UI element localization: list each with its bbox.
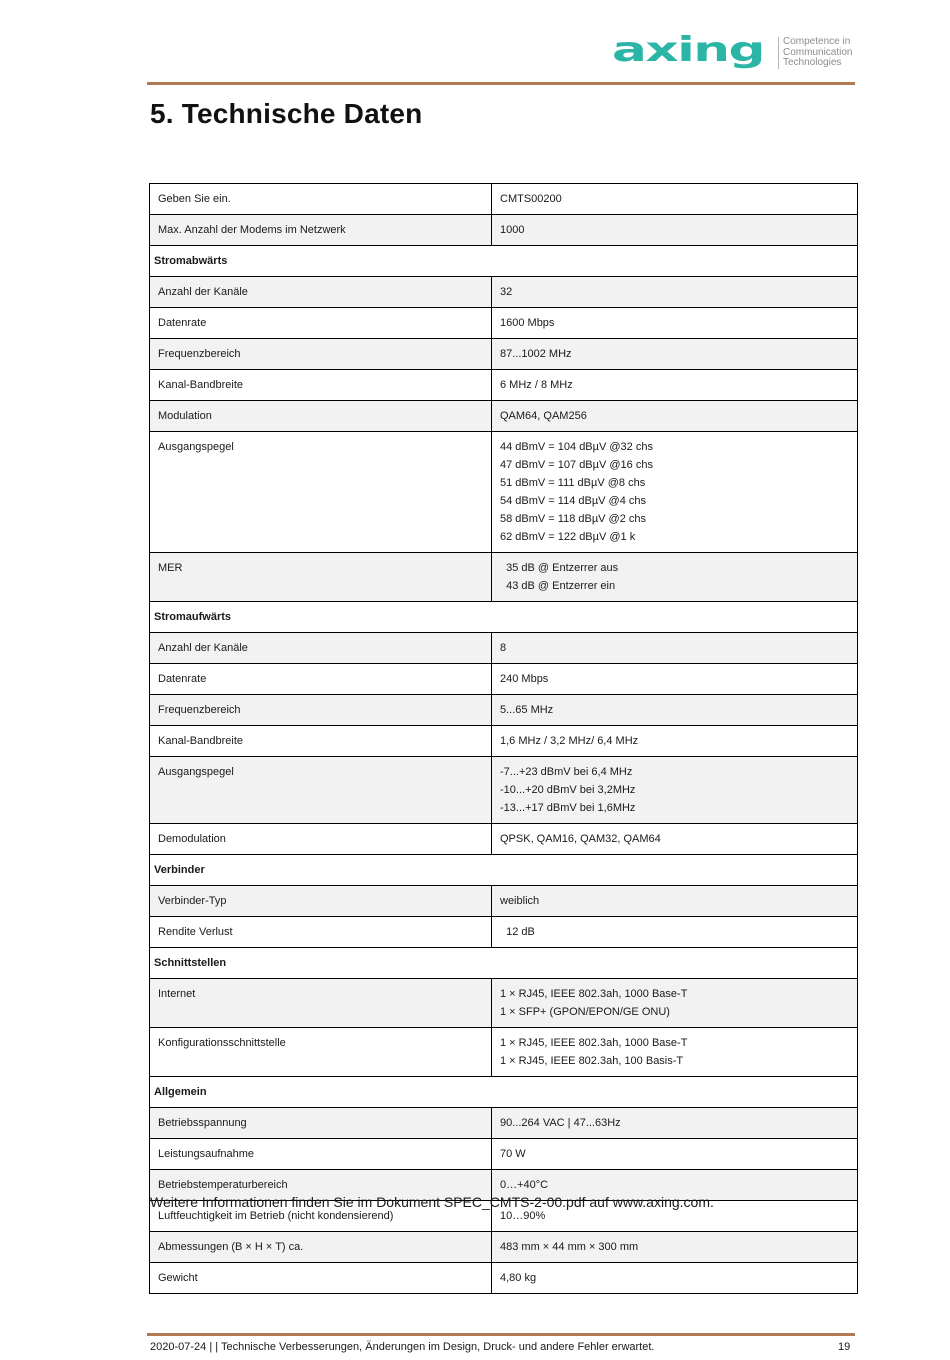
- spec-value: [492, 339, 858, 370]
- logo-tagline: [778, 37, 873, 69]
- spec-value-line: 5...65 MHz: [500, 704, 554, 716]
- spec-label: Frequenzbereich: [150, 695, 492, 726]
- spec-table: [149, 183, 858, 1294]
- spec-label: Ausgangspegel: [150, 432, 492, 553]
- section-title: Schnittstellen: [150, 948, 858, 979]
- spec-value-line: weiblich: [500, 895, 540, 907]
- spec-value-line: 1 × SFP+ (GPON/EPON/GE ONU): [500, 1006, 670, 1018]
- spec-row: [150, 695, 858, 726]
- footer-divider: [147, 1333, 855, 1336]
- header-divider: [147, 82, 855, 85]
- spec-row: [150, 553, 858, 602]
- spec-row: [150, 215, 858, 246]
- spec-value-line: 70 W: [500, 1148, 526, 1160]
- spec-label: Konfigurationsschnittstelle: [150, 1028, 492, 1077]
- spec-value-line: 47 dBmV = 107 dBµV @16 chs: [500, 459, 653, 471]
- spec-row: [150, 1139, 858, 1170]
- section-row: [150, 602, 858, 633]
- spec-value: [492, 277, 858, 308]
- spec-value-line: 1 × RJ45, IEEE 802.3ah, 1000 Base-T: [500, 1037, 688, 1049]
- spec-label: Datenrate: [150, 308, 492, 339]
- spec-label: Frequenzbereich: [150, 339, 492, 370]
- spec-row: [150, 432, 858, 553]
- spec-label: Demodulation: [150, 824, 492, 855]
- spec-value: [492, 664, 858, 695]
- spec-row: [150, 1108, 858, 1139]
- spec-value: [492, 726, 858, 757]
- spec-label: Internet: [150, 979, 492, 1028]
- spec-value-line: 62 dBmV = 122 dBµV @1 k: [500, 531, 636, 543]
- spec-label: Gewicht: [150, 1263, 492, 1294]
- page-title: 5. Technische Daten: [150, 98, 423, 129]
- spec-row: [150, 757, 858, 824]
- spec-value: [492, 370, 858, 401]
- spec-label: Kanal-Bandbreite: [150, 726, 492, 757]
- spec-label: MER: [150, 553, 492, 602]
- spec-value-line: 6 MHz / 8 MHz: [500, 379, 573, 391]
- spec-value-line: 8: [500, 642, 507, 654]
- spec-value: [492, 553, 858, 602]
- spec-row: [150, 979, 858, 1028]
- spec-value: [492, 401, 858, 432]
- spec-value: [492, 1263, 858, 1294]
- spec-value: [492, 1028, 858, 1077]
- section-title: Stromabwärts: [150, 246, 858, 277]
- section-title: Allgemein: [150, 1077, 858, 1108]
- spec-value-line: 0…+40°C: [500, 1179, 549, 1191]
- spec-value: [492, 633, 858, 664]
- spec-value-line: 483 mm × 44 mm × 300 mm: [500, 1241, 639, 1253]
- spec-value-line: 35 dB @ Entzerrer aus: [500, 562, 619, 574]
- spec-value: [492, 886, 858, 917]
- spec-value: [492, 308, 858, 339]
- spec-value: [492, 695, 858, 726]
- spec-table-body: [150, 184, 858, 1294]
- spec-row: [150, 824, 858, 855]
- spec-row: [150, 664, 858, 695]
- spec-value-line: 54 dBmV = 114 dBµV @4 chs: [500, 495, 647, 507]
- spec-label: Betriebsspannung: [150, 1108, 492, 1139]
- spec-label: Rendite Verlust: [150, 917, 492, 948]
- spec-value: [492, 1139, 858, 1170]
- spec-label: Luftfeuchtigkeit im Betrieb (nicht kondensierend): [150, 1201, 492, 1232]
- spec-value: [492, 757, 858, 824]
- spec-row: [150, 1028, 858, 1077]
- section-title: Verbinder: [150, 855, 858, 886]
- spec-value-line: 43 dB @ Entzerrer ein: [500, 580, 616, 592]
- tagline-line: Competence in: [783, 36, 851, 47]
- spec-row: [150, 726, 858, 757]
- spec-row: [150, 184, 858, 215]
- spec-value-line: 1,6 MHz / 3,2 MHz/ 6,4 MHz: [500, 735, 639, 747]
- section-row: [150, 855, 858, 886]
- section-row: [150, 948, 858, 979]
- spec-row: [150, 917, 858, 948]
- spec-value-line: CMTS00200: [500, 193, 562, 205]
- spec-row: [150, 308, 858, 339]
- footer-disclaimer: 2020-07-24 | | Technische Verbesserungen, Änderungen im Design, Druck- und andere Fehler erwartet.: [150, 1341, 655, 1353]
- spec-value-line: 12 dB: [500, 926, 535, 938]
- spec-value: [492, 979, 858, 1028]
- spec-row: [150, 370, 858, 401]
- spec-row: [150, 277, 858, 308]
- spec-label: Datenrate: [150, 664, 492, 695]
- spec-label: Kanal-Bandbreite: [150, 370, 492, 401]
- spec-label: Max. Anzahl der Modems im Netzwerk: [150, 215, 492, 246]
- spec-label: Betriebstemperaturbereich: [150, 1170, 492, 1201]
- spec-value-line: -7...+23 dBmV bei 6,4 MHz: [500, 766, 633, 778]
- spec-value-line: 1600 Mbps: [500, 317, 555, 329]
- axing-logo: [612, 34, 772, 70]
- section-title: Stromaufwärts: [150, 602, 858, 633]
- spec-row: [150, 1232, 858, 1263]
- tagline-line: Communication: [783, 46, 853, 58]
- tagline-line: Technologies: [783, 57, 842, 68]
- spec-value-line: -13...+17 dBmV bei 1,6MHz: [500, 802, 636, 814]
- spec-row: [150, 886, 858, 917]
- page-header: [0, 0, 950, 90]
- spec-value-line: 4,80 kg: [500, 1272, 537, 1284]
- spec-value: [492, 1232, 858, 1263]
- spec-value-line: -10...+20 dBmV bei 3,2MHz: [500, 784, 636, 796]
- spec-value-line: 87...1002 MHz: [500, 348, 572, 360]
- spec-label: Anzahl der Kanäle: [150, 277, 492, 308]
- spec-value-line: 51 dBmV = 111 dBµV @8 chs: [500, 477, 646, 489]
- spec-value-line: 90...264 VAC | 47...63Hz: [500, 1117, 621, 1129]
- spec-value: [492, 215, 858, 246]
- section-row: [150, 1077, 858, 1108]
- spec-label: Anzahl der Kanäle: [150, 633, 492, 664]
- spec-label: Modulation: [150, 401, 492, 432]
- spec-value-line: 58 dBmV = 118 dBµV @2 chs: [500, 513, 647, 525]
- spec-value: [492, 1108, 858, 1139]
- spec-row: [150, 339, 858, 370]
- spec-value-line: QAM64, QAM256: [500, 410, 587, 422]
- spec-value-line: 10…90%: [500, 1210, 546, 1222]
- spec-value-line: 240 Mbps: [500, 673, 549, 685]
- page-number: 19: [838, 1341, 851, 1353]
- spec-value-line: 1 × RJ45, IEEE 802.3ah, 1000 Base-T: [500, 988, 688, 1000]
- spec-value: [492, 432, 858, 553]
- spec-value-line: 44 dBmV = 104 dBµV @32 chs: [500, 441, 653, 453]
- spec-value-line: QPSK, QAM16, QAM32, QAM64: [500, 833, 661, 845]
- spec-row: [150, 1263, 858, 1294]
- spec-value: [492, 824, 858, 855]
- spec-label: Abmessungen (B × H × T) ca.: [150, 1232, 492, 1263]
- spec-value-line: 1000: [500, 224, 525, 236]
- spec-row: [150, 633, 858, 664]
- logo-wordmark: axing: [612, 34, 764, 70]
- spec-row: [150, 401, 858, 432]
- section-row: [150, 246, 858, 277]
- more-info-note: Weitere Informationen finden Sie im Dokument SPEC_CMTS-2-00.pdf auf www.axing.com.: [150, 1194, 714, 1210]
- spec-value-line: 1 × RJ45, IEEE 802.3ah, 100 Basis-T: [500, 1055, 684, 1067]
- spec-label: Verbinder-Typ: [150, 886, 492, 917]
- spec-value: [492, 917, 858, 948]
- spec-label: Geben Sie ein.: [150, 184, 492, 215]
- spec-value: [492, 184, 858, 215]
- spec-label: Ausgangspegel: [150, 757, 492, 824]
- spec-label: Leistungsaufnahme: [150, 1139, 492, 1170]
- spec-value-line: 32: [500, 286, 513, 298]
